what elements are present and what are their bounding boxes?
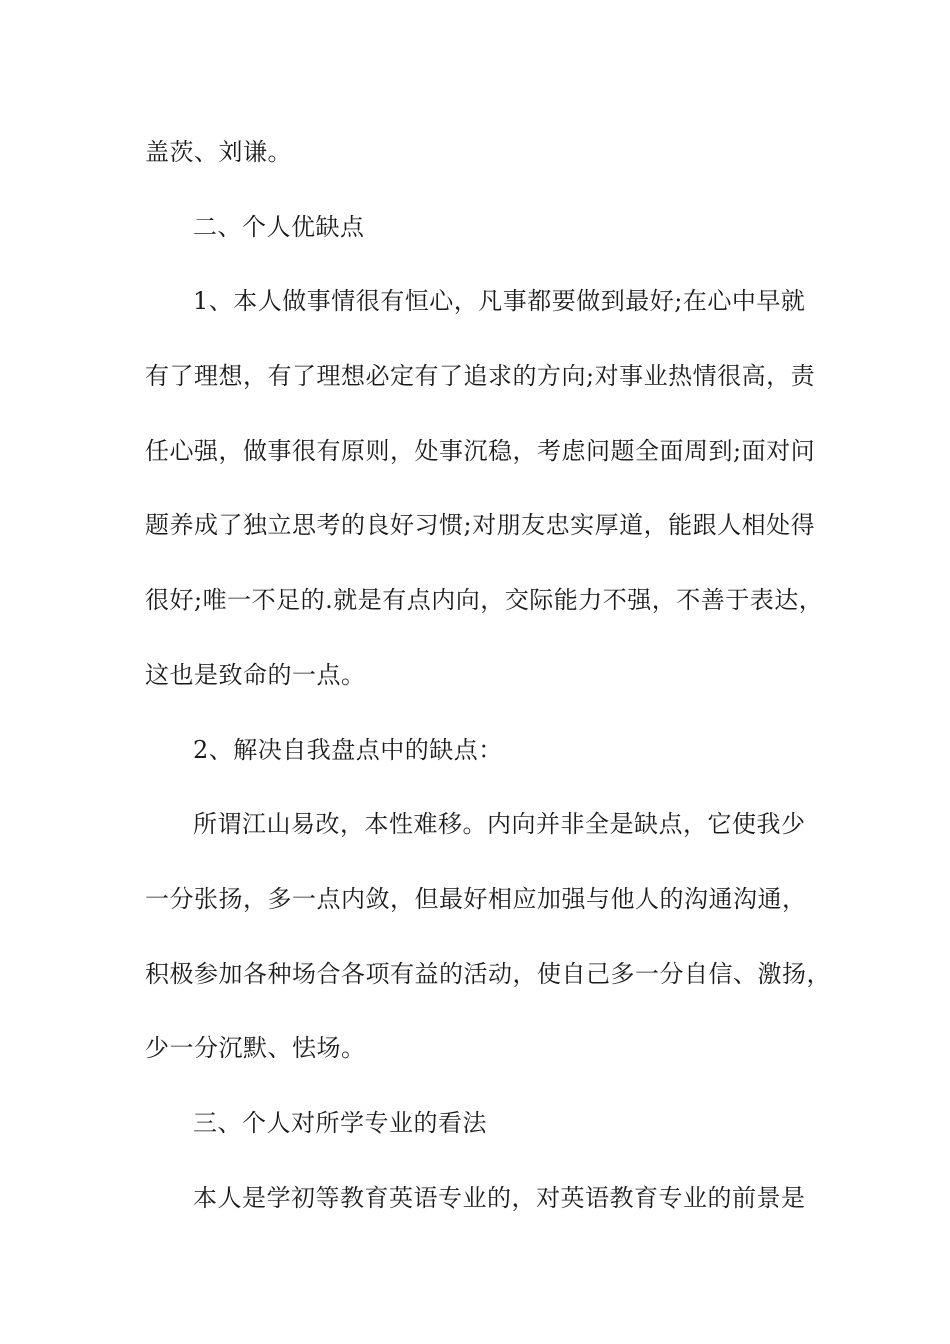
text-line-6: 题养成了独立思考的良好习惯;对朋友忠实厚道，能跟人相处得 [145,511,816,540]
text-line-12: 积极参加各种场合各项有益的活动，使自己多一分自信、激扬， [145,959,831,988]
text-line-4: 有了理想，有了理想必定有了追求的方向;对事业热情很高，责 [145,362,816,391]
text-line-5: 任心强，做事很有原则，处事沉稳，考虑问题全面周到;面对问 [145,436,816,465]
section-heading-3: 三、个人对所学专业的看法 [193,1108,487,1137]
text-line-1: 盖茨、刘谦。 [145,138,292,166]
text-line-10: 所谓江山易改，本性难移。内向并非全是缺点，它使我少 [193,810,806,839]
text-line-15: 本人是学初等教育英语专业的，对英语教育专业的前景是 [193,1183,806,1212]
section-heading-2: 二、个人优缺点 [193,212,365,241]
document-body [145,126,831,1246]
text-line-3: 1、本人做事情很有恒心，凡事都要做到最好;在心中早就 [193,287,806,316]
text-line-8: 这也是致命的一点。 [145,660,366,689]
text-line-9: 2、解决自我盘点中的缺点： [193,735,503,764]
text-line-11: 一分张扬，多一点内敛，但最好相应加强与他人的沟通沟通， [145,884,807,913]
text-line-7: 很好;唯一不足的.就是有点内向，交际能力不强，不善于表达， [145,586,824,615]
text-line-13: 少一分沉默、怯场。 [145,1034,366,1063]
